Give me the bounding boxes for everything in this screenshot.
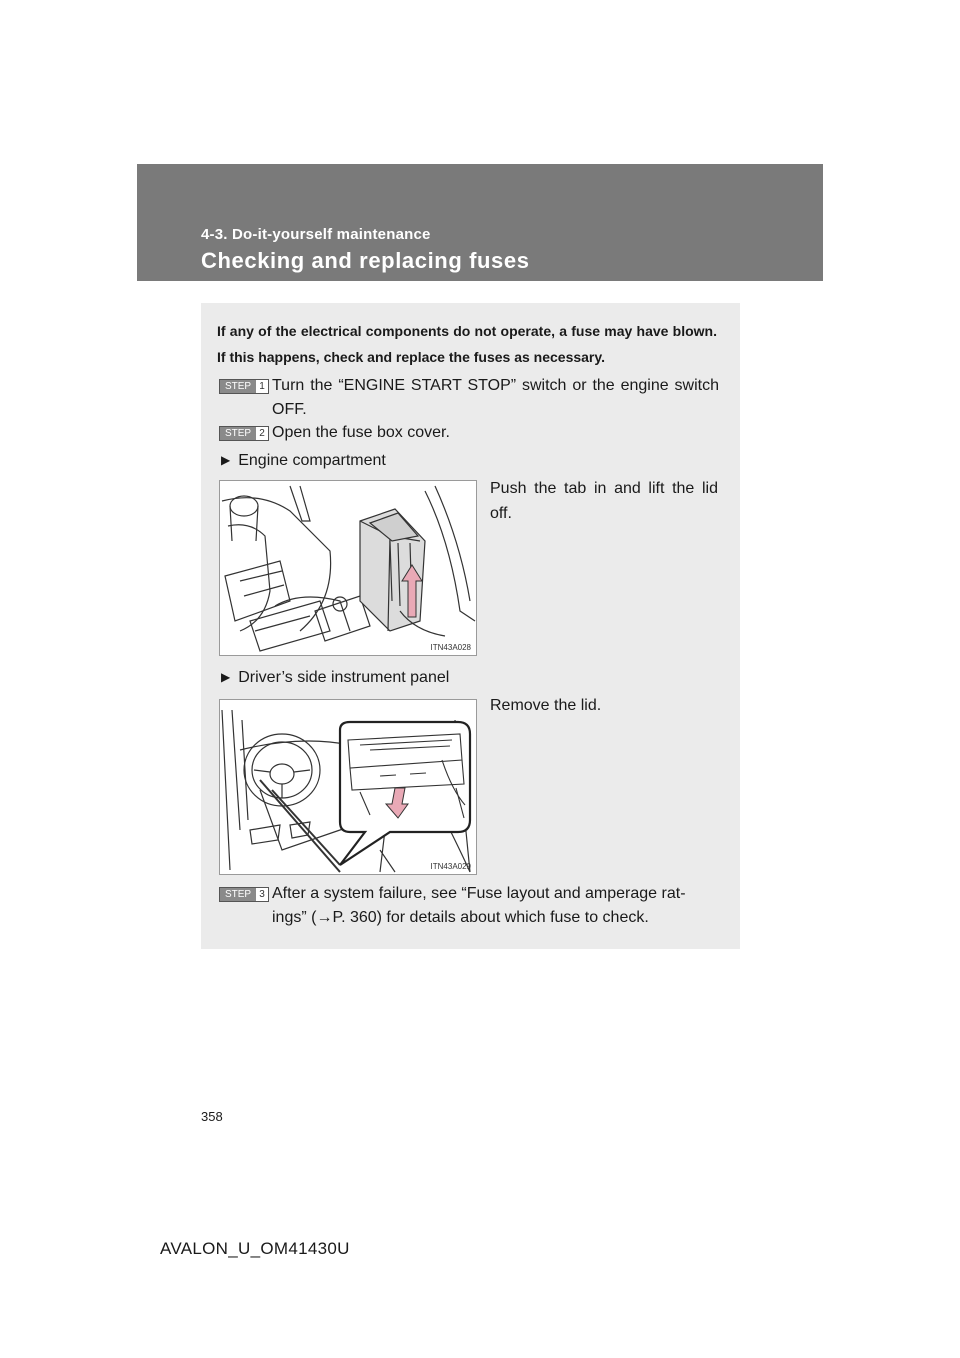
step-3 <box>219 882 719 930</box>
engine-compartment-illustration <box>220 481 476 655</box>
manual-code: AVALON_U_OM41430U <box>160 1239 350 1258</box>
step-badge-number: 2 <box>259 428 265 439</box>
step-2 <box>219 421 719 445</box>
location-engine-compartment <box>221 449 386 472</box>
step-badge-word: STEP <box>220 888 256 901</box>
right-triangle-icon: ▶ <box>221 670 231 684</box>
page-number: 358 <box>201 1109 223 1124</box>
step-badge-word: STEP <box>220 380 256 393</box>
step-badge-1 <box>219 379 269 394</box>
location-title: Engine compartment <box>238 452 386 469</box>
engine-fuse-box-figure <box>219 480 477 656</box>
step-3-line-1: After a system failure, see “Fuse layout and amperage rat- <box>272 885 686 902</box>
figure-code: ITN43A028 <box>430 643 471 652</box>
engine-compartment-instruction: Push the tab in and lift the lid off. <box>490 480 718 522</box>
step-3-line-2: ings” (→P. 360) for details about which fuse to check. <box>272 909 649 926</box>
step-badge-word: STEP <box>220 427 256 440</box>
instrument-panel-illustration <box>220 700 476 874</box>
page-title: Checking and replacing fuses <box>201 248 530 273</box>
step-badge-3 <box>219 887 269 902</box>
step-badge-2 <box>219 426 269 441</box>
step-3-text <box>219 882 719 930</box>
instrument-panel-instruction: Remove the lid. <box>490 697 602 714</box>
zoom-callout <box>340 722 470 865</box>
location-instrument-panel <box>221 666 449 689</box>
location-title: Driver’s side instrument panel <box>238 669 450 686</box>
instrument-panel-fuse-figure <box>219 699 477 875</box>
intro-text: If any of the electrical components do not operate, a fuse may have blown. If this happens, check and replace the fuses as necessary. <box>217 323 717 365</box>
step-1 <box>219 374 719 422</box>
step-2-text: Open the fuse box cover. <box>272 424 450 441</box>
figure-code: ITN43A029 <box>430 862 471 871</box>
step-1-text: Turn the “ENGINE START STOP” switch or the engine switch OFF. <box>272 377 719 418</box>
section-label: 4-3. Do-it-yourself maintenance <box>201 226 431 243</box>
step-badge-number: 1 <box>259 381 265 392</box>
step-badge-number: 3 <box>259 889 265 900</box>
right-triangle-icon: ▶ <box>221 453 231 467</box>
